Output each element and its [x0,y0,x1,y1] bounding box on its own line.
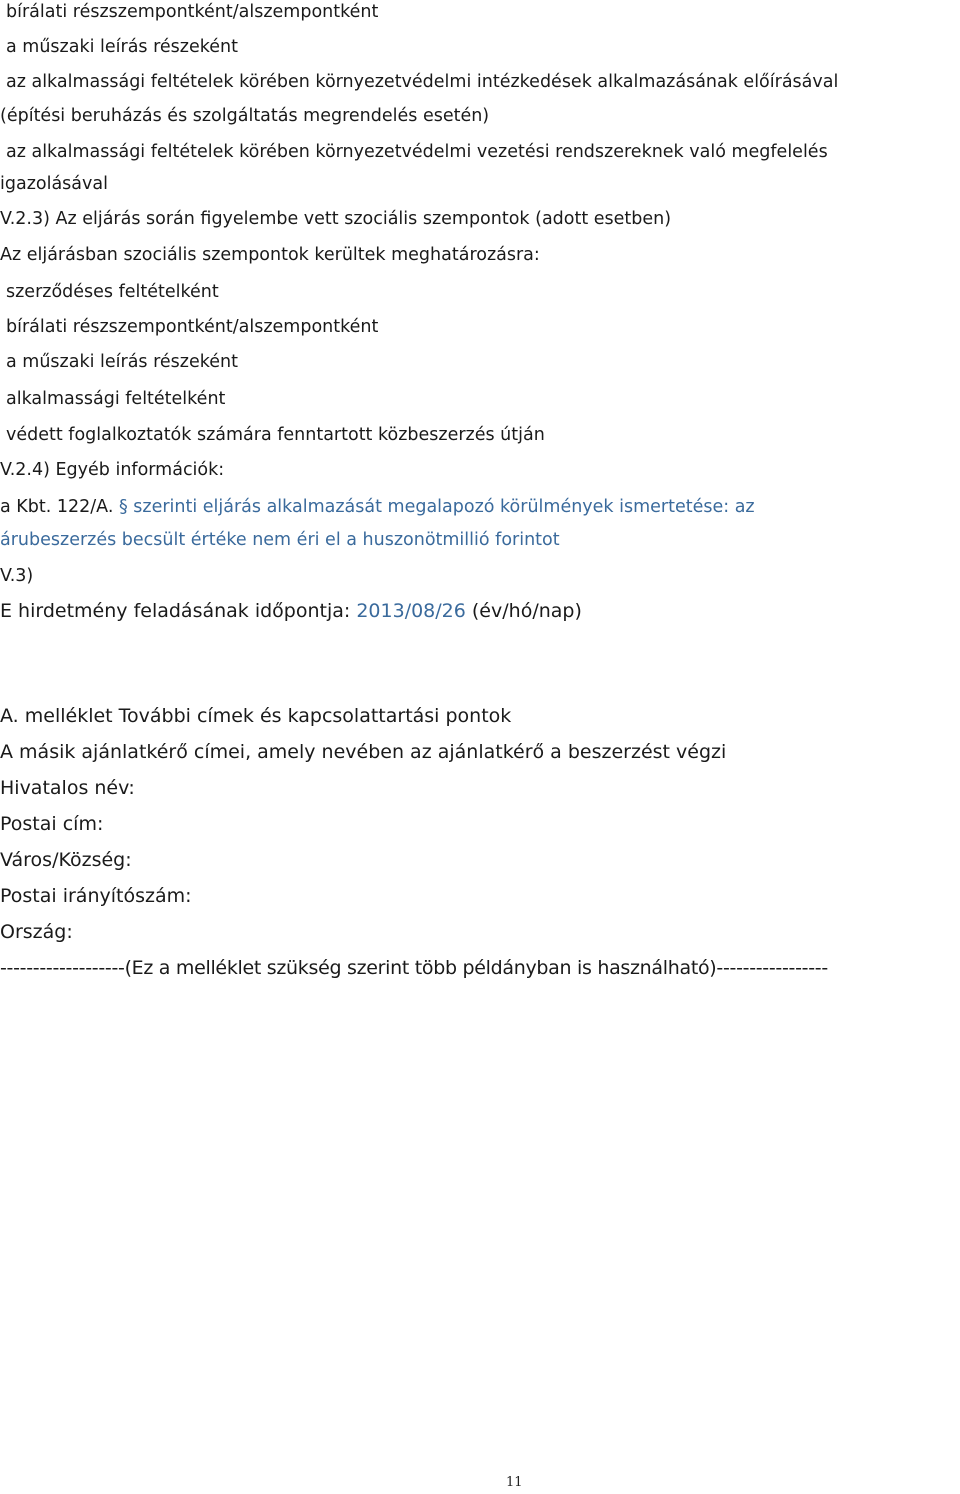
text-line: Az eljárásban szociális szempontok kerültek meghatározásra: [0,245,540,265]
text-run: (év/hó/nap) [465,600,582,622]
text-line: A másik ajánlatkérő címei, amely nevében az ajánlatkérő a beszerzést végzi [0,741,727,763]
text-run: a Kbt. 122/A. [0,497,119,517]
section-heading: V.3) [0,566,34,586]
publication-date: 2013/08/26 [356,600,466,622]
text-line: a műszaki leírás részeként [6,37,238,57]
text-line-mixed [0,599,582,623]
separator-note: -------------------(Ez a melléklet szükség szerint több példányban is használható)----------------- [0,957,828,979]
page-number: 11 [506,1475,523,1490]
text-line-highlight: árubeszerzés becsült értéke nem éri el a huszonötmillió forintot [0,530,560,550]
text-line: az alkalmassági feltételek körében környezetvédelmi intézkedések alkalmazásának előírásával [6,72,839,92]
checkbox-option-label: védett foglalkoztatók számára fenntartott közbeszerzés útján [6,425,545,445]
text-line: bírálati részszempontként/alszempontként [6,2,379,22]
field-label: Postai irányítószám: [0,885,192,907]
section-heading: V.2.3) Az eljárás során figyelembe vett szociális szempontok (adott esetben) [0,209,672,229]
text-line: az alkalmassági feltételek körében környezetvédelmi vezetési rendszereknek való megfelelés [6,142,828,162]
checkbox-option-label: a műszaki leírás részeként [6,352,238,372]
checkbox-option-label: szerződéses feltételként [6,282,219,302]
text-line: igazolásával [0,174,108,194]
annex-heading: A. melléklet További címek és kapcsolattartási pontok [0,705,512,727]
text-line: (építési beruházás és szolgáltatás megrendelés esetén) [0,106,490,126]
checkbox-option-label: alkalmassági feltételként [6,389,226,409]
text-run-highlight: § szerinti eljárás alkalmazását megalapozó körülmények ismertetése: az [118,497,755,517]
text-line-mixed [0,495,755,519]
field-label: Ország: [0,921,73,943]
section-heading: V.2.4) Egyéb információk: [0,460,225,480]
field-label: Hivatalos név: [0,777,135,799]
field-label: Város/Község: [0,849,132,871]
field-label: Postai cím: [0,813,104,835]
checkbox-option-label: bírálati részszempontként/alszempontként [6,317,379,337]
text-run: E hirdetmény feladásának időpontja: [0,600,357,622]
